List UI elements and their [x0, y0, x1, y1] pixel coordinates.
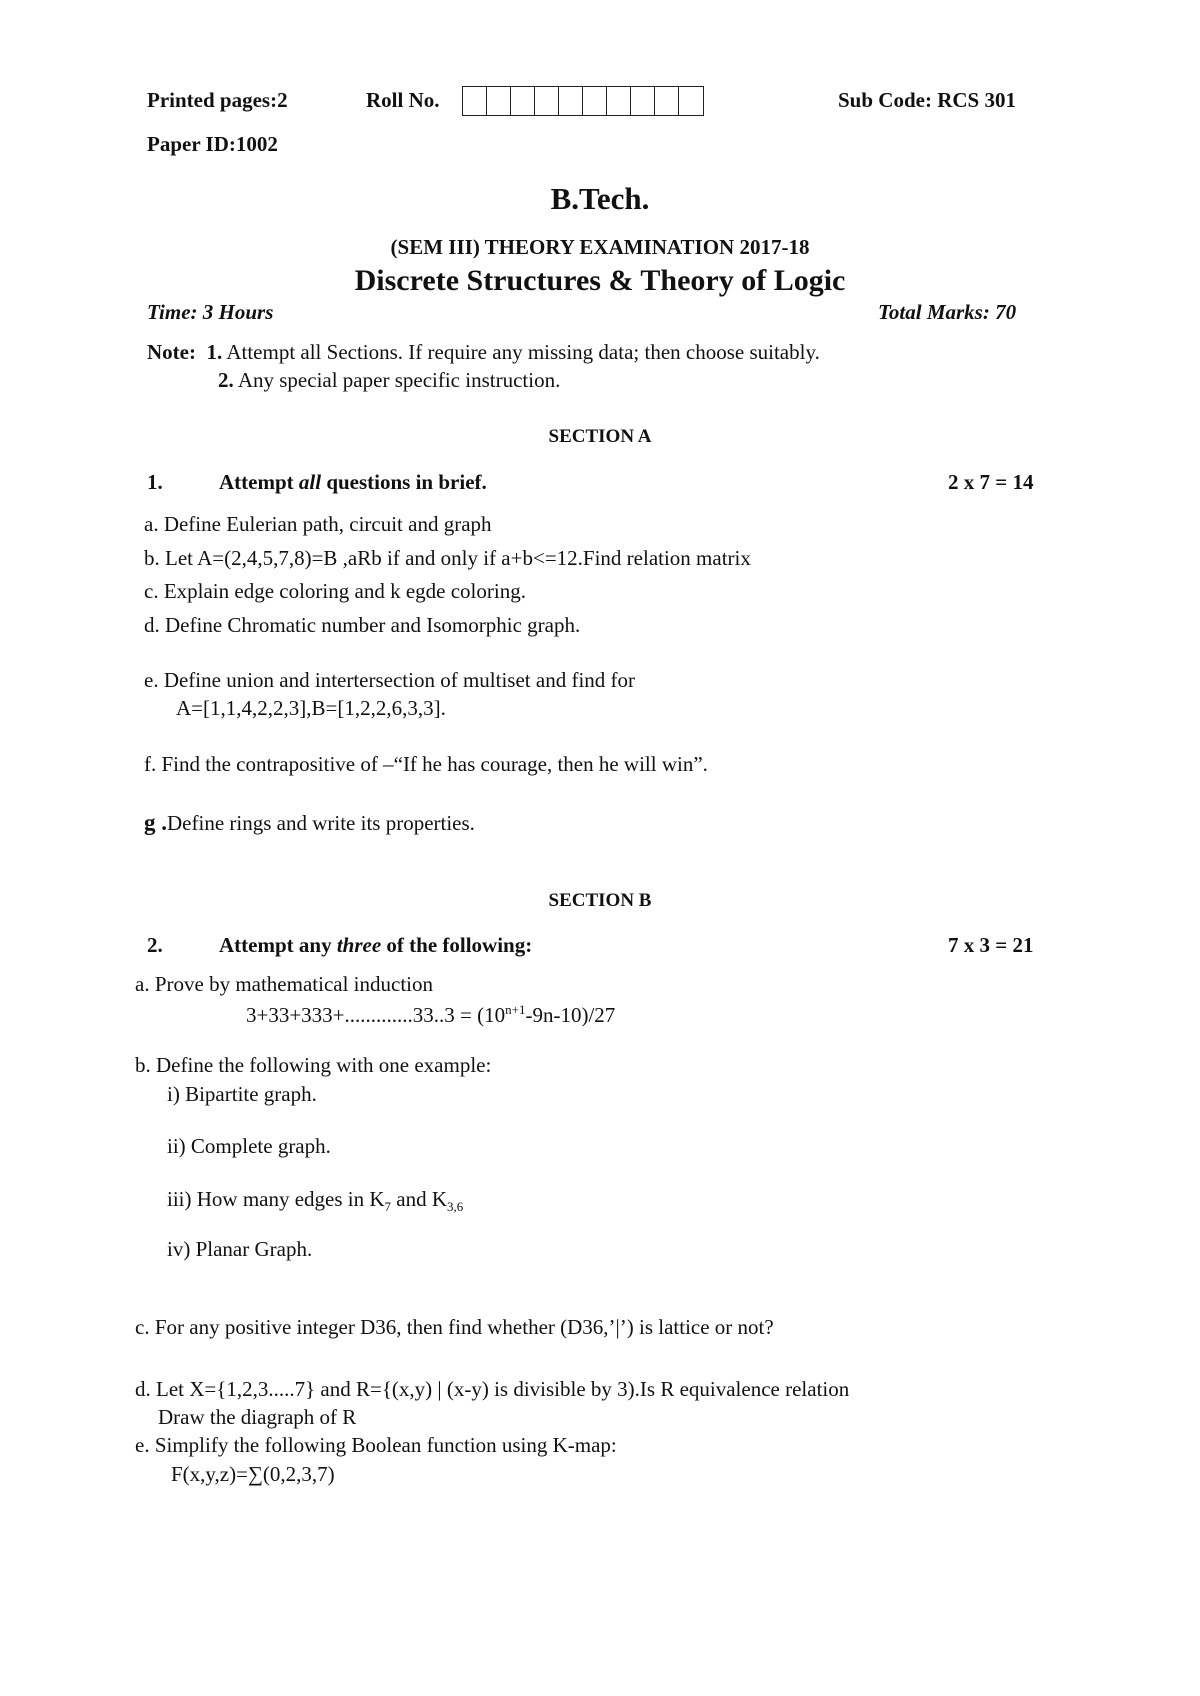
q1-instruction-post: questions in brief. — [321, 470, 487, 494]
q2-item-c: c. For any positive integer D36, then find whether (D36,’|’) is lattice or not? — [135, 1315, 774, 1339]
roll-no-label: Roll No. — [366, 88, 440, 112]
q1-item-e-line-1: e. Define union and intertersection of multiset and find for — [144, 668, 636, 692]
q1-instruction — [219, 470, 487, 495]
note-line-1 — [147, 340, 820, 365]
q1-item-c: c. Explain edge coloring and k egde coloring. — [144, 579, 526, 603]
paper-id: Paper ID:1002 — [147, 132, 278, 156]
q1-instruction-em: all — [298, 470, 322, 494]
q2-instruction-post: of the following: — [381, 933, 533, 957]
b-iii-sub-2: 3,6 — [447, 1199, 464, 1215]
q1-item-a: a. Define Eulerian path, circuit and graph — [144, 512, 492, 536]
q2-item-b-iii — [167, 1187, 463, 1215]
note-2-number: 2. — [218, 368, 234, 392]
roll-no-box[interactable] — [511, 87, 535, 115]
q1-marks: 2 x 7 = 14 — [948, 470, 1034, 494]
printed-pages: Printed pages:2 — [147, 88, 288, 112]
b-iii-pre: iii) How many edges in K — [167, 1187, 385, 1211]
note-1-number: 1. — [206, 340, 223, 364]
q2-item-b-ii: ii) Complete graph. — [167, 1134, 331, 1158]
q1-item-f: f. Find the contrapositive of –“If he has courage, then he will win”. — [144, 752, 708, 776]
note-label: Note: — [147, 340, 196, 364]
q1-item-e-line-2: A=[1,1,4,2,2,3],B=[1,2,2,6,3,3]. — [176, 696, 446, 720]
q2-item-a-line-1: a. Prove by mathematical induction — [135, 972, 433, 996]
q1-item-g-text: Define rings and write its properties. — [167, 811, 475, 835]
q1-item-g-label: g . — [144, 810, 167, 835]
q2-instruction — [219, 933, 532, 958]
q2-item-b-iv: iv) Planar Graph. — [167, 1237, 313, 1261]
q2-instruction-em: three — [336, 933, 382, 957]
formula-pre: 3+33+333+.............33..3 = (10 — [246, 1003, 506, 1027]
note-1-text: Attempt all Sections. If require any missing data; then choose suitably. — [222, 340, 820, 364]
roll-no-box[interactable] — [583, 87, 607, 115]
roll-no-box[interactable] — [679, 87, 703, 115]
q2-number: 2. — [147, 933, 163, 957]
note-line-2 — [218, 368, 560, 393]
q2-item-d-line-1: d. Let X={1,2,3.....7} and R={(x,y) | (x-y) is divisible by 3).Is R equivalence relation — [135, 1377, 850, 1401]
q2-item-e-line-1: e. Simplify the following Boolean function using K-map: — [135, 1433, 617, 1457]
roll-no-box[interactable] — [487, 87, 511, 115]
sub-code: Sub Code: RCS 301 — [838, 88, 1016, 112]
roll-no-box[interactable] — [559, 87, 583, 115]
exam-time: Time: 3 Hours — [147, 300, 274, 324]
note-2-text: Any special paper specific instruction. — [233, 368, 561, 392]
roll-no-box[interactable] — [655, 87, 679, 115]
exam-title: (SEM III) THEORY EXAMINATION 2017-18 — [390, 235, 810, 259]
roll-no-box[interactable] — [607, 87, 631, 115]
section-b-heading: SECTION B — [548, 890, 652, 911]
q2-item-e-line-2: F(x,y,z)=∑(0,2,3,7) — [171, 1462, 335, 1486]
formula-post: -9n-10)/27 — [525, 1003, 616, 1027]
total-marks: Total Marks: 70 — [878, 300, 1017, 324]
section-a-heading: SECTION A — [548, 426, 652, 447]
q2-item-b-i: i) Bipartite graph. — [167, 1082, 317, 1106]
b-iii-mid: and K — [391, 1187, 448, 1211]
q1-item-b: b. Let A=(2,4,5,7,8)=B ,aRb if and only if a+b<=12.Find relation matrix — [144, 546, 751, 570]
q1-item-g — [144, 810, 475, 836]
roll-no-box[interactable] — [463, 87, 487, 115]
roll-no-box[interactable] — [631, 87, 655, 115]
b-iii-sub-1: 7 — [384, 1199, 392, 1215]
roll-no-box[interactable] — [535, 87, 559, 115]
q2-instruction-pre: Attempt any — [219, 933, 337, 957]
q2-marks: 7 x 3 = 21 — [948, 933, 1034, 957]
degree-title: B.Tech. — [550, 181, 650, 216]
roll-no-boxes[interactable] — [462, 86, 704, 116]
q1-instruction-pre: Attempt — [219, 470, 299, 494]
q2-item-d-line-2: Draw the diagraph of R — [158, 1405, 357, 1429]
q2-item-b-line-1: b. Define the following with one example: — [135, 1053, 492, 1077]
q1-number: 1. — [147, 470, 163, 494]
q1-item-d: d. Define Chromatic number and Isomorphic graph. — [144, 613, 581, 637]
subject-title: Discrete Structures & Theory of Logic — [354, 264, 846, 297]
q2-item-a-formula — [246, 1002, 615, 1028]
formula-exponent: n+1 — [505, 1002, 526, 1017]
